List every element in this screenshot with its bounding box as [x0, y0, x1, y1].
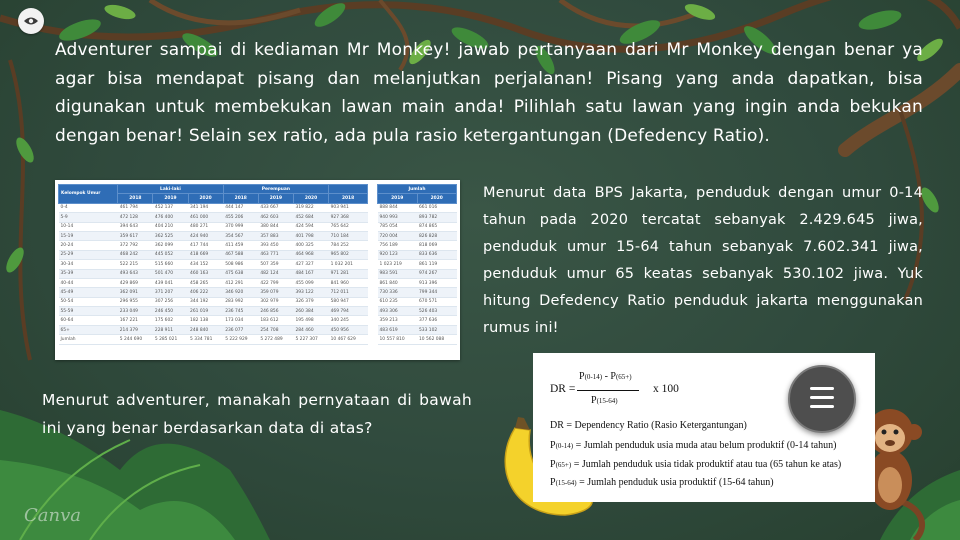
table-row: [378, 250, 457, 259]
table-cell: Jumlah: [59, 335, 118, 344]
table-cell: 826 828: [417, 231, 457, 240]
table-cell: 515 660: [153, 260, 188, 269]
table-cell: 10 562 088: [417, 335, 457, 344]
table-cell: 670 571: [417, 297, 457, 306]
table-row: [59, 316, 368, 325]
table-cell: 30-34: [59, 260, 118, 269]
table-cell: 439 041: [153, 278, 188, 287]
table-cell: 246 450: [153, 307, 188, 316]
table-cell: 248 840: [188, 325, 223, 334]
table-cell: 5 244 690: [118, 335, 153, 344]
col-year: 2020: [293, 194, 328, 203]
table-cell: 214 379: [118, 325, 153, 334]
table-row: [59, 278, 368, 287]
table-row: [378, 325, 457, 334]
table-cell: 971 281: [329, 269, 368, 278]
table-cell: 400 325: [293, 241, 328, 250]
table-cell: 236 077: [223, 325, 258, 334]
table-cell: 422 799: [258, 278, 293, 287]
table-cell: 354 567: [223, 231, 258, 240]
table-row: [59, 269, 368, 278]
table-cell: 965 802: [329, 250, 368, 259]
intro-text: Adventurer sampai di kediaman Mr Monkey! jawab pertanyaan dari Mr Monkey dengan benar ya agar bisa mendapat pisang dan melanjutkan perjalanan! Pisang yang anda dapatkan, bisa digunakan untuk membekukan lawan main anda! Pilihlah satu lawan yang ingin anda bekukan dengan benar! Selain sex ratio, ada pula rasio ketergantungan (Defedency Ratio).: [55, 40, 923, 146]
table-row: [59, 335, 368, 344]
table-cell: 362 525: [153, 231, 188, 240]
table-cell: 861 840: [378, 278, 418, 287]
table-cell: 236 745: [223, 307, 258, 316]
table-row: [378, 297, 457, 306]
table-cell: 246 856: [258, 307, 293, 316]
table-cell: 261 019: [188, 307, 223, 316]
table-cell: 319 822: [293, 203, 328, 212]
formula-p014: P(0-14) = Jumlah penduduk usia muda atau belum produktif (0-14 tahun): [550, 440, 837, 451]
table-cell: 228 911: [153, 325, 188, 334]
table-cell: 50-54: [59, 297, 118, 306]
table-cell: 15-19: [59, 231, 118, 240]
table-cell: 508 986: [223, 260, 258, 269]
table-cell: 346 920: [223, 288, 258, 297]
table-cell: 493 643: [118, 269, 153, 278]
table-cell: 195 498: [293, 316, 328, 325]
col-year: 2018: [223, 194, 258, 203]
table-cell: 370 999: [223, 222, 258, 231]
table-cell: 233 049: [118, 307, 153, 316]
col-year: 2018: [118, 194, 153, 203]
table-row: [59, 250, 368, 259]
table-cell: 326 379: [293, 297, 328, 306]
table-row: [59, 297, 368, 306]
col-group-female: Perempuan: [223, 185, 328, 194]
table-cell: 784 252: [329, 241, 368, 250]
formula-denominator: P(15-64): [591, 395, 618, 406]
table-cell: 493 306: [378, 307, 418, 316]
col-year: 2018: [329, 194, 368, 203]
table-cell: 377 636: [417, 316, 457, 325]
table-cell: 469 794: [329, 307, 368, 316]
table-cell: 462 603: [258, 213, 293, 222]
table-row: [378, 316, 457, 325]
table-cell: 920 123: [378, 250, 418, 259]
col-age-group: Kelompok Umur: [59, 185, 118, 204]
table-cell: 418 669: [188, 250, 223, 259]
table-cell: 182 138: [188, 316, 223, 325]
formula-lhs: DR =: [550, 383, 576, 395]
table-cell: 833 636: [417, 250, 457, 259]
table-cell: 411 459: [223, 241, 258, 250]
table-cell: 20-24: [59, 241, 118, 250]
table-cell: 60-64: [59, 316, 118, 325]
table-cell: 284 460: [293, 325, 328, 334]
table-cell: 424 594: [293, 222, 328, 231]
formula-numerator: P(0-14) - P(65+): [579, 371, 632, 382]
table-cell: 464 968: [293, 250, 328, 259]
question-text: Menurut adventurer, manakah pernyataan di bawah ini yang benar berdasarkan data di atas?: [42, 391, 472, 437]
table-cell: 458 265: [188, 278, 223, 287]
table-row: [59, 260, 368, 269]
table-cell: 483 619: [378, 325, 418, 334]
table-cell: 445 052: [153, 250, 188, 259]
table-cell: 357 883: [258, 231, 293, 240]
table-row: [59, 325, 368, 334]
table-cell: 974 267: [417, 269, 457, 278]
table-cell: 480 271: [188, 222, 223, 231]
table-cell: 434 152: [188, 260, 223, 269]
table-cell: 359 079: [258, 288, 293, 297]
table-cell: 10 467 629: [329, 335, 368, 344]
table-cell: 5 227 307: [293, 335, 328, 344]
table-cell: 55-59: [59, 307, 118, 316]
table-cell: 424 940: [188, 231, 223, 240]
table-cell: 5 334 781: [188, 335, 223, 344]
table-row: [378, 260, 457, 269]
table-cell: 482 124: [258, 269, 293, 278]
table-cell: 362 099: [153, 241, 188, 250]
table-cell: 501 470: [153, 269, 188, 278]
table-cell: 25-29: [59, 250, 118, 259]
total-table: [377, 184, 457, 345]
table-row: [378, 203, 457, 212]
table-cell: 730 336: [378, 288, 418, 297]
table-cell: 903 941: [329, 203, 368, 212]
table-row: [378, 269, 457, 278]
table-cell: 983 591: [378, 269, 418, 278]
table-cell: 371 207: [153, 288, 188, 297]
formula-definition: DR = Dependency Ratio (Rasio Ketergantungan): [550, 420, 747, 431]
table-cell: 874 865: [417, 222, 457, 231]
table-cell: 5 222 929: [223, 335, 258, 344]
table-cell: 720 004: [378, 231, 418, 240]
table-cell: 452 137: [153, 203, 188, 212]
table-cell: 406 222: [188, 288, 223, 297]
total-table-body: [378, 203, 457, 344]
table-row: [59, 307, 368, 316]
table-row: [59, 222, 368, 231]
table-cell: 0-4: [59, 203, 118, 212]
table-cell: 484 167: [293, 269, 328, 278]
formula-p65: P(65+) = Jumlah penduduk usia tidak produktif atau tua (65 tahun ke atas): [550, 459, 842, 470]
fraction-bar: [577, 390, 639, 391]
table-row: [59, 231, 368, 240]
table-row: [378, 231, 457, 240]
table-cell: 507 359: [258, 260, 293, 269]
table-cell: 359 213: [378, 316, 418, 325]
table-row: [378, 222, 457, 231]
table-cell: 340 245: [329, 316, 368, 325]
table-cell: 344 192: [188, 297, 223, 306]
table-cell: 818 069: [417, 241, 457, 250]
table-cell: 476 400: [153, 213, 188, 222]
table-cell: 283 992: [223, 297, 258, 306]
table-cell: 610 235: [378, 297, 418, 306]
table-cell: 5-9: [59, 213, 118, 222]
table-cell: 394 643: [118, 222, 153, 231]
table-cell: 460 163: [188, 269, 223, 278]
col-year: 2019: [378, 194, 418, 203]
population-table: [55, 180, 460, 360]
table-cell: 893 782: [417, 213, 457, 222]
table-cell: 427 327: [293, 260, 328, 269]
table-cell: 167 221: [118, 316, 153, 325]
table-cell: 10-14: [59, 222, 118, 231]
table-cell: 183 612: [258, 316, 293, 325]
formula-p1564: P(15-64) = Jumlah penduduk usia produktif (15-64 tahun): [550, 477, 774, 488]
col-year: 2019: [258, 194, 293, 203]
table-row: [59, 203, 368, 212]
table-cell: 661 016: [417, 203, 457, 212]
table-cell: 65+: [59, 325, 118, 334]
col-year: 2020: [417, 194, 457, 203]
table-cell: 450 956: [329, 325, 368, 334]
table-cell: 710 184: [329, 231, 368, 240]
table-row: [59, 213, 368, 222]
table-row: [378, 335, 457, 344]
population-table-main: [58, 184, 368, 345]
table-cell: 10 557 810: [378, 335, 418, 344]
table-cell: 522 215: [118, 260, 153, 269]
table-cell: 175 602: [153, 316, 188, 325]
table-cell: 785 054: [378, 222, 418, 231]
menu-button[interactable]: [788, 365, 856, 433]
population-table-body: [59, 203, 368, 344]
table-cell: 799 344: [417, 288, 457, 297]
col-year: 2020: [188, 194, 223, 203]
table-row: [378, 241, 457, 250]
data-description: Menurut data BPS Jakarta, penduduk dengan umur 0-14 tahun pada 2020 tercatat sebanyak 2.429.645 jiwa, penduduk umur 15-64 tahun sebanyak 7.602.341 jiwa, penduduk umur 65 keatas sebanyak 530.102 jiwa. Yuk hitung Defedency Ratio penduduk jakarta menggunakan rumus ini!: [483, 185, 923, 336]
table-row: [378, 278, 457, 287]
table-cell: 927 368: [329, 213, 368, 222]
table-cell: 173 034: [223, 316, 258, 325]
table-row: [378, 213, 457, 222]
table-cell: 580 947: [329, 297, 368, 306]
table-cell: 452 684: [293, 213, 328, 222]
table-row: [59, 288, 368, 297]
table-cell: 401 798: [293, 231, 328, 240]
table-cell: 468 242: [118, 250, 153, 259]
table-cell: 765 642: [329, 222, 368, 231]
table-cell: 380 844: [258, 222, 293, 231]
table-cell: 533 102: [417, 325, 457, 334]
table-cell: 260 384: [293, 307, 328, 316]
table-cell: 1 023 219: [378, 260, 418, 269]
eye-icon: [18, 8, 44, 34]
table-cell: 393 450: [258, 241, 293, 250]
table-cell: 467 588: [223, 250, 258, 259]
table-cell: 841 960: [329, 278, 368, 287]
col-total-2018-spacer: [329, 185, 368, 194]
table-cell: 461 000: [188, 213, 223, 222]
table-cell: 40-44: [59, 278, 118, 287]
table-cell: 463 771: [258, 250, 293, 259]
table-cell: 472 128: [118, 213, 153, 222]
table-cell: 433 667: [258, 203, 293, 212]
table-cell: 393 122: [293, 288, 328, 297]
table-cell: 455 206: [223, 213, 258, 222]
table-row: [378, 288, 457, 297]
table-cell: 302 979: [258, 297, 293, 306]
table-cell: 45-49: [59, 288, 118, 297]
table-cell: 5 272 489: [258, 335, 293, 344]
table-row: [59, 241, 368, 250]
table-cell: 254 708: [258, 325, 293, 334]
table-cell: 5 285 021: [153, 335, 188, 344]
table-cell: 307 256: [153, 297, 188, 306]
table-cell: 475 638: [223, 269, 258, 278]
table-cell: 404 210: [153, 222, 188, 231]
table-cell: 455 099: [293, 278, 328, 287]
table-cell: 913 396: [417, 278, 457, 287]
table-cell: 362 091: [118, 288, 153, 297]
table-cell: 35-39: [59, 269, 118, 278]
table-cell: 861 119: [417, 260, 457, 269]
col-group-male: Laki-laki: [118, 185, 223, 194]
table-cell: 296 955: [118, 297, 153, 306]
table-cell: 888 844: [378, 203, 418, 212]
table-cell: 429 869: [118, 278, 153, 287]
table-cell: 1 032 201: [329, 260, 368, 269]
col-year: 2019: [153, 194, 188, 203]
table-cell: 444 147: [223, 203, 258, 212]
canva-watermark: Canva: [24, 505, 81, 526]
table-row: [378, 307, 457, 316]
table-cell: 417 744: [188, 241, 223, 250]
formula-multiplier: x 100: [653, 383, 679, 395]
table-cell: 341 194: [188, 203, 223, 212]
table-cell: 412 291: [223, 278, 258, 287]
eye-button[interactable]: [18, 8, 44, 34]
table-cell: 359 617: [118, 231, 153, 240]
table-cell: 461 794: [118, 203, 153, 212]
table-cell: 372 792: [118, 241, 153, 250]
table-cell: 712 011: [329, 288, 368, 297]
table-cell: 756 189: [378, 241, 418, 250]
table-cell: 526 403: [417, 307, 457, 316]
col-group-total: Jumlah: [378, 185, 457, 194]
table-cell: 940 993: [378, 213, 418, 222]
